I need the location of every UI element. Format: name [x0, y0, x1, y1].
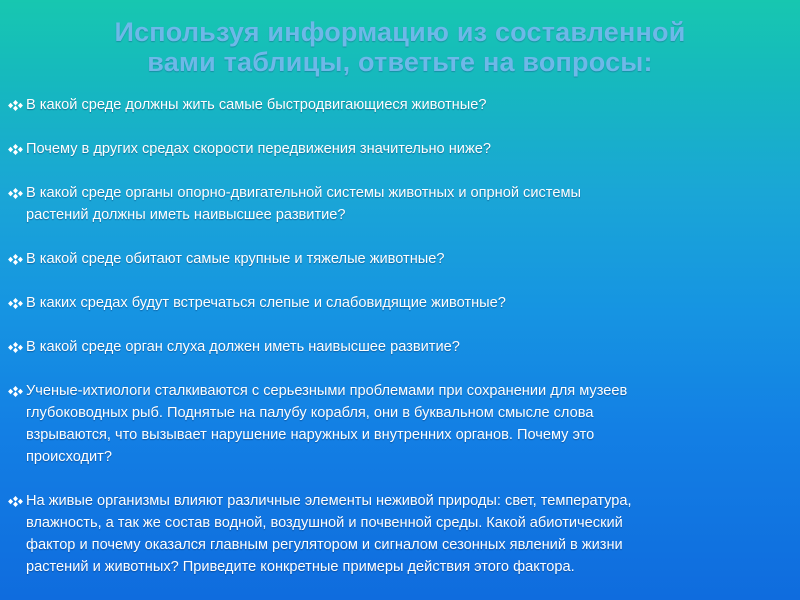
question-list	[8, 94, 792, 578]
question-item	[8, 490, 792, 578]
question-text-line: В какой среде орган слуха должен иметь наивысшее развитие?	[26, 339, 460, 355]
question-text-line: влажность, а так же состав водной, воздушной и почвенной среды. Какой абиотический	[26, 515, 623, 531]
question-item	[8, 336, 792, 358]
question-text-line: растений должны иметь наивысшее развитие?	[26, 207, 346, 223]
four-diamond-bullet-icon	[8, 188, 23, 199]
question-text-line: Почему в других средах скорости передвижения значительно ниже?	[26, 141, 491, 157]
question-text-line: В какой среде должны жить самые быстродвигающиеся животные?	[26, 97, 487, 113]
four-diamond-bullet-icon	[8, 100, 23, 111]
question-item	[8, 94, 792, 116]
question-item	[8, 182, 792, 226]
question-item	[8, 292, 792, 314]
question-item	[8, 248, 792, 270]
four-diamond-bullet-icon	[8, 254, 23, 265]
four-diamond-bullet-icon	[8, 342, 23, 353]
question-text-line: Ученые-ихтиологи сталкиваются с серьезными проблемами при сохранении для музеев	[26, 383, 628, 399]
question-text-line: глубоководных рыб. Поднятые на палубу корабля, они в буквальном смысле слова	[26, 405, 594, 421]
slide-title-line: вами таблицы, ответьте на вопросы:	[147, 47, 653, 77]
question-text-line: взрываются, что вызывает нарушение наружных и внутренних органов. Почему это	[26, 427, 595, 443]
four-diamond-bullet-icon	[8, 298, 23, 309]
question-text-line: растений и животных? Приведите конкретные примеры действия этого фактора.	[26, 559, 575, 575]
question-text-line: происходит?	[26, 449, 112, 465]
slide-title-line: Используя информацию из составленной	[114, 17, 686, 47]
four-diamond-bullet-icon	[8, 144, 23, 155]
question-item	[8, 380, 792, 468]
slide-title	[0, 17, 800, 77]
question-text-line: В какой среде органы опорно-двигательной системы животных и опрной системы	[26, 185, 581, 201]
four-diamond-bullet-icon	[8, 496, 23, 507]
question-text-line: фактор и почему оказался главным регулятором и сигналом сезонных явлений в жизни	[26, 537, 623, 553]
four-diamond-bullet-icon	[8, 386, 23, 397]
question-text-line: В какой среде обитают самые крупные и тяжелые животные?	[26, 251, 445, 267]
question-text-line: В каких средах будут встречаться слепые и слабовидящие животные?	[26, 295, 506, 311]
question-item	[8, 138, 792, 160]
question-text-line: На живые организмы влияют различные элементы неживой природы: свет, температура,	[26, 493, 632, 509]
